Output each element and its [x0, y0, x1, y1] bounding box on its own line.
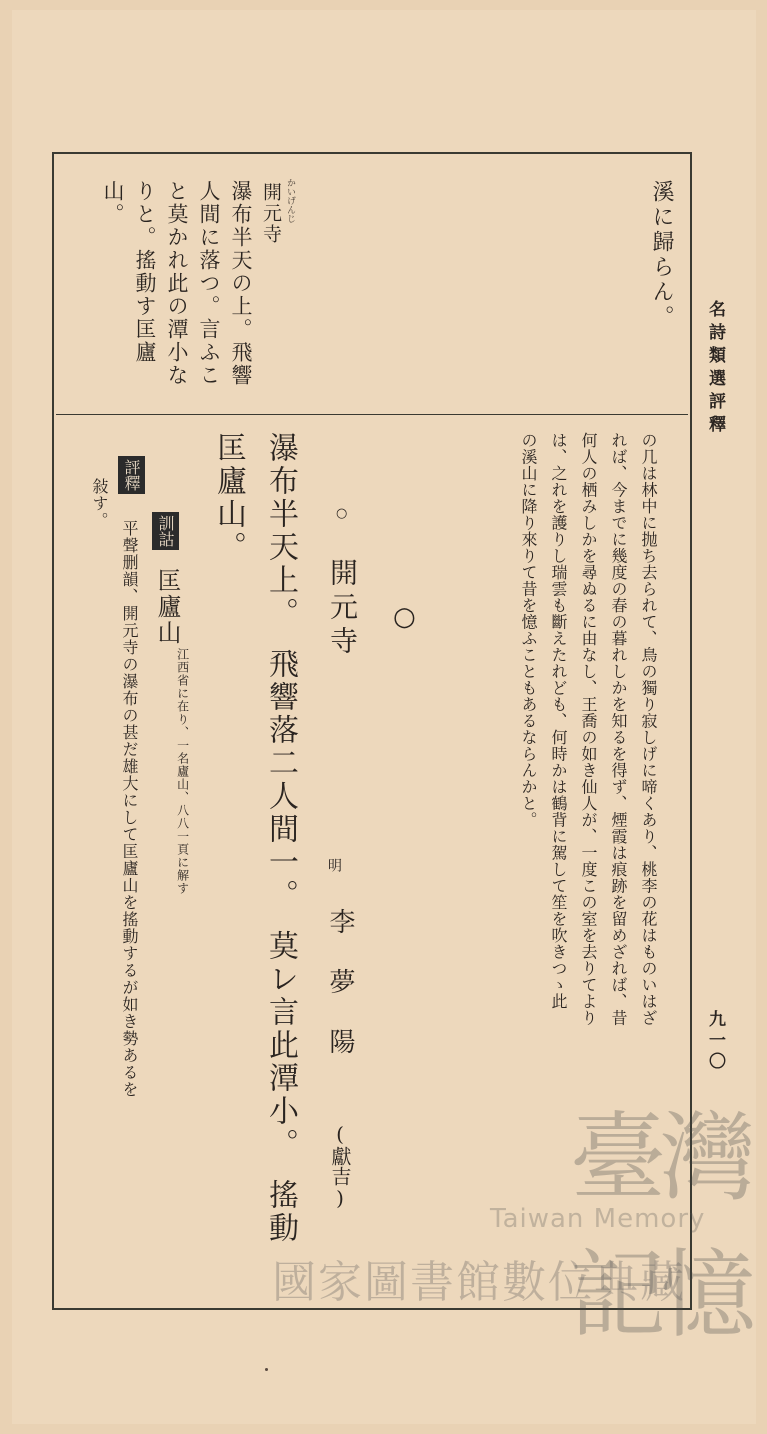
section-divider [56, 414, 688, 415]
hyoshaku-text-end: 敍す。 [90, 478, 109, 529]
kunko-term: 匡廬山 [153, 568, 181, 646]
page-dot [265, 1368, 268, 1371]
commentary-line: 何人の栖みしかを尋ぬるに由なし、王喬の如き仙人が、一度この室を去りてより [579, 432, 598, 1026]
watermark-chinese: 臺灣記憶 [570, 1102, 750, 1351]
previous-line-end: 溪に歸らん。 [649, 180, 674, 330]
page-number: 九一〇 [705, 1010, 725, 1073]
kunko-note: 江西省に在り、一名廬山、八八一頁に解す [175, 648, 190, 895]
hyoshaku-text: 平聲删韻、開元寺の瀑布の甚だ雄大にして匡廬山を搖動するが如き勢あるを [120, 520, 139, 1098]
commentary-line: の几は林中に抛ち去られて、鳥の獨り寂しげに啼くあり、桃李の花はものいはざ [639, 432, 658, 1026]
poem-dynasty: 明 [326, 858, 342, 872]
top-panel-title-ruby: かいげんじ [285, 178, 295, 223]
top-panel-line: りと。搖動す匡廬 [133, 180, 157, 364]
section-circle: ○ [393, 602, 416, 632]
poem-line: 匡廬山。 [211, 432, 246, 564]
commentary-line: の溪山に降り來りて昔を憶ふこともあるならんかと。 [519, 432, 538, 828]
top-panel-line: 山。 [101, 180, 125, 226]
top-panel-line: 瀑布半天の上。飛響 [229, 180, 253, 387]
poem-author-note: (獻吉) [328, 1122, 352, 1210]
commentary-line: は、之れを護りし瑞雲も斷えたれども、何時かは鶴背に駕して笙を吹きつゝ此 [549, 432, 568, 1010]
top-panel-line: と莫かれ此の潭小な [165, 180, 189, 387]
top-panel-title: 開元寺 [260, 182, 282, 245]
kunko-label: 訓詁 [152, 512, 179, 550]
poem-author: 李 夢 陽 [325, 908, 355, 1058]
poem-title: 開元寺 [326, 558, 359, 660]
watermark-english: Taiwan Memory [490, 1204, 706, 1234]
commentary-line: れば、今までに幾度の春の暮れしかを知るを得ず、煙霞は痕跡を留めざれば、昔 [609, 432, 628, 1026]
poem-marker: ○ [336, 506, 348, 521]
watermark-org: 國家圖書館數位典藏 [272, 1257, 686, 1308]
top-panel-line: 人間に落つ。言ふこ [197, 180, 221, 387]
hyoshaku-label: 評釋 [118, 456, 145, 494]
running-title: 名詩類選評釋 [705, 300, 725, 438]
poem-line: 瀑布半天上。 飛響落二人間一。 莫レ言此潭小。 搖動 [263, 432, 298, 1245]
